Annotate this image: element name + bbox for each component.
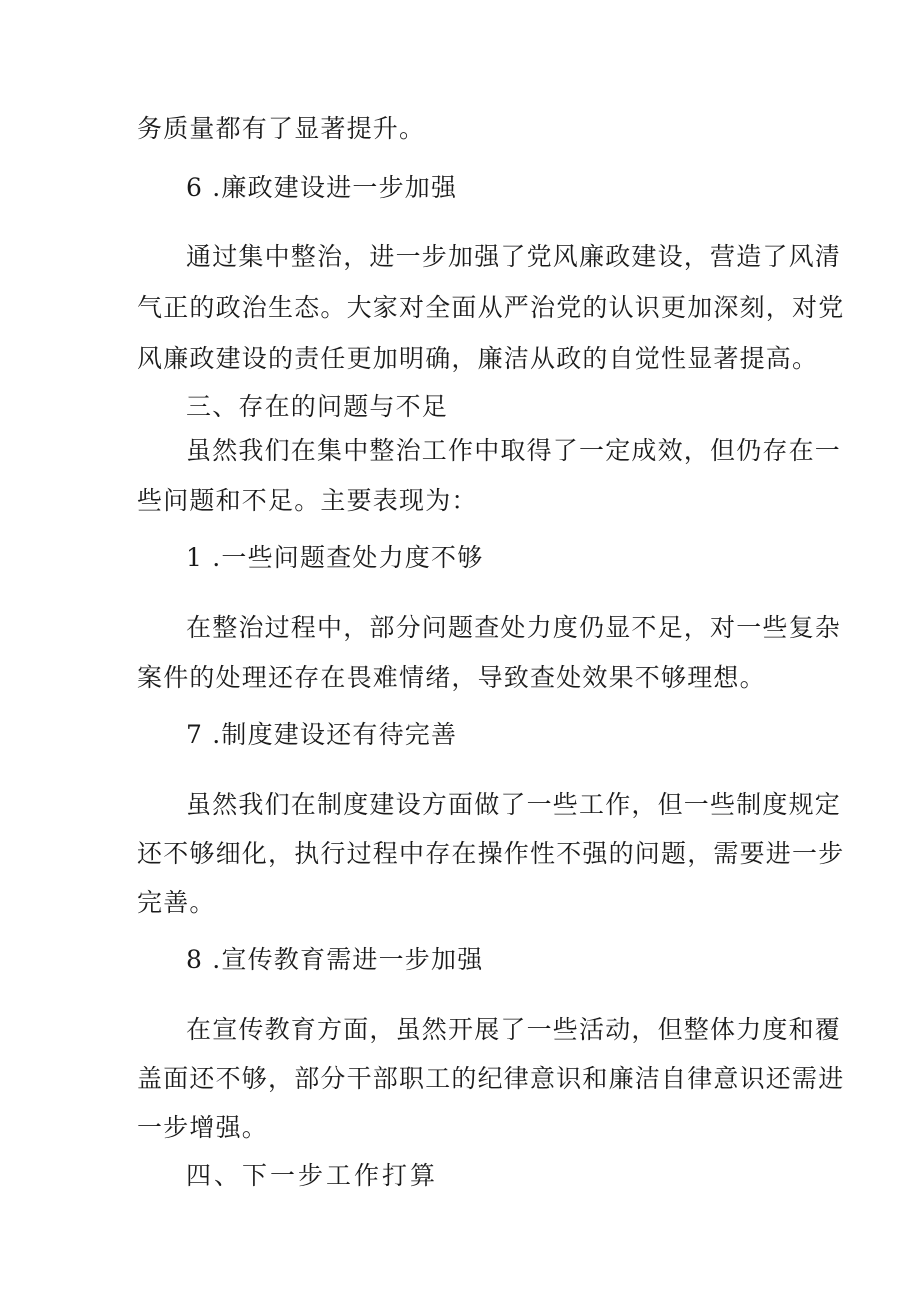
paragraph-line: 气正的政治生态。大家对全面从严治党的认识更加深刻，对党: [137, 293, 845, 322]
paragraph-line: 还不够细化，执行过程中存在操作性不强的问题，需要进一步: [137, 839, 845, 868]
chapter-heading: 四、下一步工作打算: [186, 1161, 439, 1190]
paragraph-line: 在整治过程中，部分问题查处力度仍显不足，对一些复杂: [186, 613, 842, 642]
paragraph-line: 完善。: [137, 888, 216, 917]
section-heading: 7 .制度建设还有待完善: [186, 720, 458, 749]
chapter-heading: 三、存在的问题与不足: [186, 392, 449, 421]
paragraph-line: 在宣传教育方面，虽然开展了一些活动，但整体力度和覆: [186, 1015, 842, 1044]
section-heading: 6 .廉政建设进一步加强: [186, 173, 458, 202]
paragraph-line: 虽然我们在制度建设方面做了一些工作，但一些制度规定: [186, 790, 842, 819]
paragraph-line: 一步增强。: [137, 1113, 269, 1142]
paragraph-line: 务质量都有了显著提升。: [137, 114, 426, 143]
paragraph-line: 风廉政建设的责任更加明确，廉洁从政的自觉性显著提高。: [137, 344, 819, 373]
paragraph-line: 虽然我们在集中整治工作中取得了一定成效，但仍存在一: [186, 436, 842, 465]
section-heading: 8 .宣传教育需进一步加强: [186, 945, 484, 974]
paragraph-line: 通过集中整治，进一步加强了党风廉政建设，营造了风清: [186, 242, 842, 271]
paragraph-line: 盖面还不够，部分干部职工的纪律意识和廉洁自律意识还需进: [137, 1064, 845, 1093]
section-heading: 1 .一些问题查处力度不够: [186, 543, 484, 572]
paragraph-line: 案件的处理还存在畏难情绪，导致查处效果不够理想。: [137, 663, 766, 692]
paragraph-line: 些问题和不足。主要表现为：: [137, 486, 478, 515]
